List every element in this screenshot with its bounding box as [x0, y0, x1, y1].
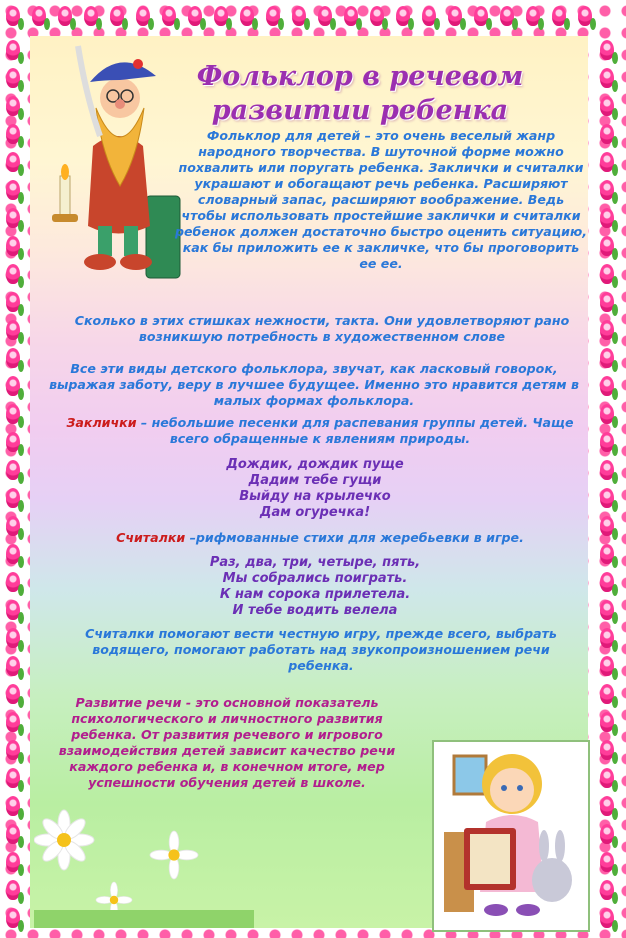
border-leaf — [174, 18, 180, 30]
border-leaf — [18, 472, 24, 484]
border-leaf — [18, 668, 24, 680]
border-leaf — [612, 444, 618, 456]
border-leaf — [18, 892, 24, 904]
border-leaf — [612, 724, 618, 736]
border-leaf — [612, 892, 618, 904]
folklore-kinds-paragraph: Все эти виды детского фольклора, звучат, как ласковый говорок, выражая заботу, веру в лучшее будущее. Именно это нравится детям в малых формах фольклора. — [49, 361, 579, 408]
border-leaf — [330, 18, 336, 30]
border-leaf — [356, 18, 362, 30]
border-leaf — [18, 18, 24, 30]
border-leaf — [200, 18, 206, 30]
border-leaf — [612, 556, 618, 568]
zaklichki-definition — [50, 415, 590, 447]
border-leaf — [18, 920, 24, 932]
border-leaf — [460, 18, 466, 30]
poem-line: Дадим тебе гущи — [248, 473, 382, 488]
border-leaf — [612, 668, 618, 680]
rain-poem — [200, 457, 430, 521]
border-leaf — [18, 248, 24, 260]
border-leaf — [18, 528, 24, 540]
border-leaf — [18, 556, 24, 568]
border-leaf — [18, 52, 24, 64]
poem-line: И тебе водить велела — [232, 603, 398, 618]
page-title: Фольклор в речевом развитии ребенка — [196, 61, 524, 126]
zaklichki-term: Заклички — [66, 415, 137, 430]
border-leaf — [612, 612, 618, 624]
border-leaf — [18, 724, 24, 736]
speech-development-paragraph: Развитие речи - это основной показатель психологического и личностного развития ребенка. От развития речевого и игрового взаимодействия детей зависит качество речи каждого ребенка и, в конечном итоге, мер успешности обучения детей в школе. — [58, 695, 396, 790]
tenderness-paragraph: Сколько в этих стишках нежности, такта. Они удовлетворяют рано возникшую потребность в художественном слове — [74, 313, 570, 344]
girl-reading-illustration — [434, 742, 584, 926]
border-leaf — [612, 52, 618, 64]
border-leaf — [18, 696, 24, 708]
daisy-flowers-illustration — [34, 800, 254, 928]
border-leaf — [612, 864, 618, 876]
border-leaf — [18, 332, 24, 344]
border-leaf — [612, 920, 618, 932]
border-leaf — [434, 18, 440, 30]
border-leaf — [612, 108, 618, 120]
border-leaf — [18, 612, 24, 624]
border-leaf — [278, 18, 284, 30]
border-leaf — [304, 18, 310, 30]
border-leaf — [18, 584, 24, 596]
border-leaf — [44, 18, 50, 30]
border-leaf — [612, 780, 618, 792]
border-leaf — [612, 136, 618, 148]
poem-line: Дождик, дождик пуще — [226, 457, 404, 472]
border-leaf — [612, 360, 618, 372]
poem-line: Выйду на крылечко — [239, 489, 391, 504]
border-leaf — [612, 416, 618, 428]
border-leaf — [252, 18, 258, 30]
poem-line: Мы собрались поиграть. — [222, 571, 408, 586]
zaklichki-text: – небольшие песенки для распевания группы детей. Чаще всего обращенные к явлениям природы. — [136, 415, 574, 446]
border-leaf — [18, 108, 24, 120]
border-leaf — [512, 18, 518, 30]
border-leaf — [612, 500, 618, 512]
border-leaf — [70, 18, 76, 30]
border-leaf — [612, 528, 618, 540]
border-leaf — [18, 500, 24, 512]
border-leaf — [612, 220, 618, 232]
border-leaf — [612, 276, 618, 288]
counting-poem — [150, 555, 480, 619]
border-leaf — [18, 444, 24, 456]
border-leaf — [18, 80, 24, 92]
border-leaf — [18, 276, 24, 288]
border-leaf — [538, 18, 544, 30]
border-leaf — [18, 416, 24, 428]
border-leaf — [122, 18, 128, 30]
border-leaf — [564, 18, 570, 30]
border-leaf — [18, 836, 24, 848]
border-leaf — [612, 248, 618, 260]
border-leaf — [18, 164, 24, 176]
border-leaf — [486, 18, 492, 30]
border-leaf — [18, 192, 24, 204]
poem-line: К нам сорока прилетела. — [219, 587, 411, 602]
intro-paragraph: Фольклор для детей – это очень веселый жанр народного творчества. В шуточной форме можно похвалить или поругать ребенка. Заклички и считалки украшают и обогащают речь ребенка. Расширяют словарный запас, расширяют воображение. Ведь чтобы использовать простейшие заклички и считалки ребенок должен достаточно быстро оценить ситуацию, как бы приложить ее к закличке, что бы проговорить ее ее. — [175, 128, 587, 271]
schitalki-term: Считалки — [116, 530, 186, 545]
border-leaf — [612, 640, 618, 652]
schitalki-text: –рифмованные стихи для жеребьевки в игре. — [185, 530, 524, 545]
schitalki-benefits-paragraph: Считалки помогают вести честную игру, прежде всего, выбрать водящего, помогают работать над звукопроизношением речи ребенка. — [85, 626, 557, 673]
border-leaf — [612, 836, 618, 848]
border-leaf — [18, 864, 24, 876]
border-leaf — [226, 18, 232, 30]
border-leaf — [96, 18, 102, 30]
border-leaf — [18, 388, 24, 400]
poem-line: Дам огуречка! — [259, 505, 371, 520]
border-leaf — [612, 192, 618, 204]
border-leaf — [18, 360, 24, 372]
border-leaf — [18, 752, 24, 764]
border-leaf — [612, 472, 618, 484]
schitalki-definition — [50, 530, 590, 546]
border-leaf — [408, 18, 414, 30]
border-leaf — [18, 136, 24, 148]
border-leaf — [18, 640, 24, 652]
border-leaf — [382, 18, 388, 30]
border-leaf — [612, 80, 618, 92]
border-leaf — [148, 18, 154, 30]
border-leaf — [612, 388, 618, 400]
border-leaf — [612, 752, 618, 764]
border-leaf — [612, 332, 618, 344]
border-leaf — [612, 304, 618, 316]
poem-line: Раз, два, три, четыре, пять, — [209, 555, 421, 570]
border-leaf — [18, 220, 24, 232]
border-leaf — [612, 808, 618, 820]
border-leaf — [612, 164, 618, 176]
border-leaf — [612, 696, 618, 708]
border-leaf — [18, 304, 24, 316]
border-leaf — [590, 18, 596, 30]
girl-reading-picture — [432, 740, 590, 932]
border-leaf — [18, 780, 24, 792]
border-leaf — [612, 584, 618, 596]
border-leaf — [18, 808, 24, 820]
